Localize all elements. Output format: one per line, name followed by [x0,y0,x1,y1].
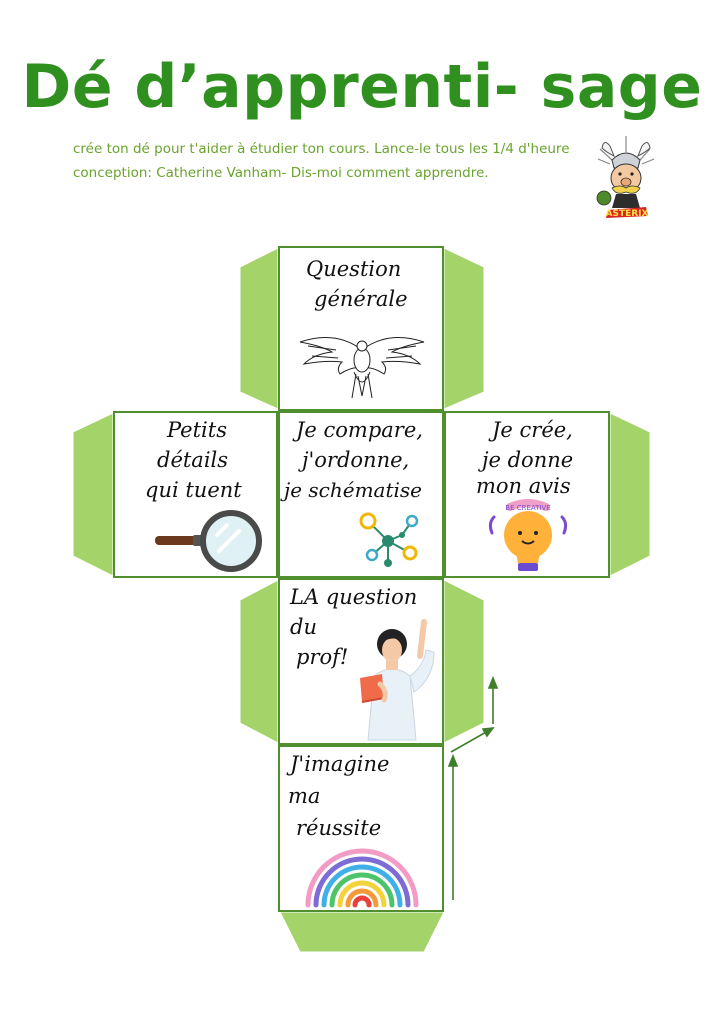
face-text-line: Je crée, [492,418,573,442]
face-text-line: qui tuent [145,478,242,502]
teacher-icon [358,614,444,742]
face-text-line: je donne [482,448,574,472]
flap-top-right [444,248,484,409]
face-text-line: détails [157,448,229,472]
face-text-line: LA question [290,585,418,609]
face-text-line: Question [306,257,402,281]
face-text-line: prof! [296,645,349,669]
asterix-wordmark: ASTERIX [605,209,649,219]
flap-prof-left [240,580,278,743]
subtitle-credits: conception: Catherine Vanham- Dis-moi comment apprendre. [73,165,489,181]
page-title: Dé d’apprenti- sage [21,52,703,122]
flap-left-outer [73,413,113,576]
face-text-line: Petits [167,418,227,442]
face-text-line: ma [288,784,321,808]
flap-prof-right [444,580,484,743]
face-text-line: du [290,615,317,639]
face-j-imagine [278,745,444,912]
face-text-line: Je compare, [296,418,423,442]
flap-top-left [240,248,278,409]
be-creative-badge: BE CREATIVE [505,504,551,512]
face-text-line: générale [314,287,408,311]
network-diagram-icon [358,511,424,573]
face-text-line: je schématise [284,478,422,502]
rainbow-icon [304,845,420,909]
subtitle-instructions: crée ton dé pour t'aider à étudier ton cours. Lance-le tous les 1/4 d'heure [73,141,570,157]
face-je-cree [444,411,610,578]
flap-right-outer [610,413,650,576]
face-text-line: J'imagine [290,752,390,776]
flap-bottom [280,912,444,952]
magnifying-glass-icon [153,509,269,577]
face-text-line: j'ordonne, [302,448,410,472]
face-question-prof [278,578,444,745]
face-je-compare [278,411,444,578]
eagle-icon [296,320,428,404]
lightbulb-icon [480,499,576,577]
face-text-line: réussite [296,816,382,840]
face-petits-details [113,411,278,578]
face-text-line: mon avis [476,474,571,498]
face-question-generale [278,246,444,411]
